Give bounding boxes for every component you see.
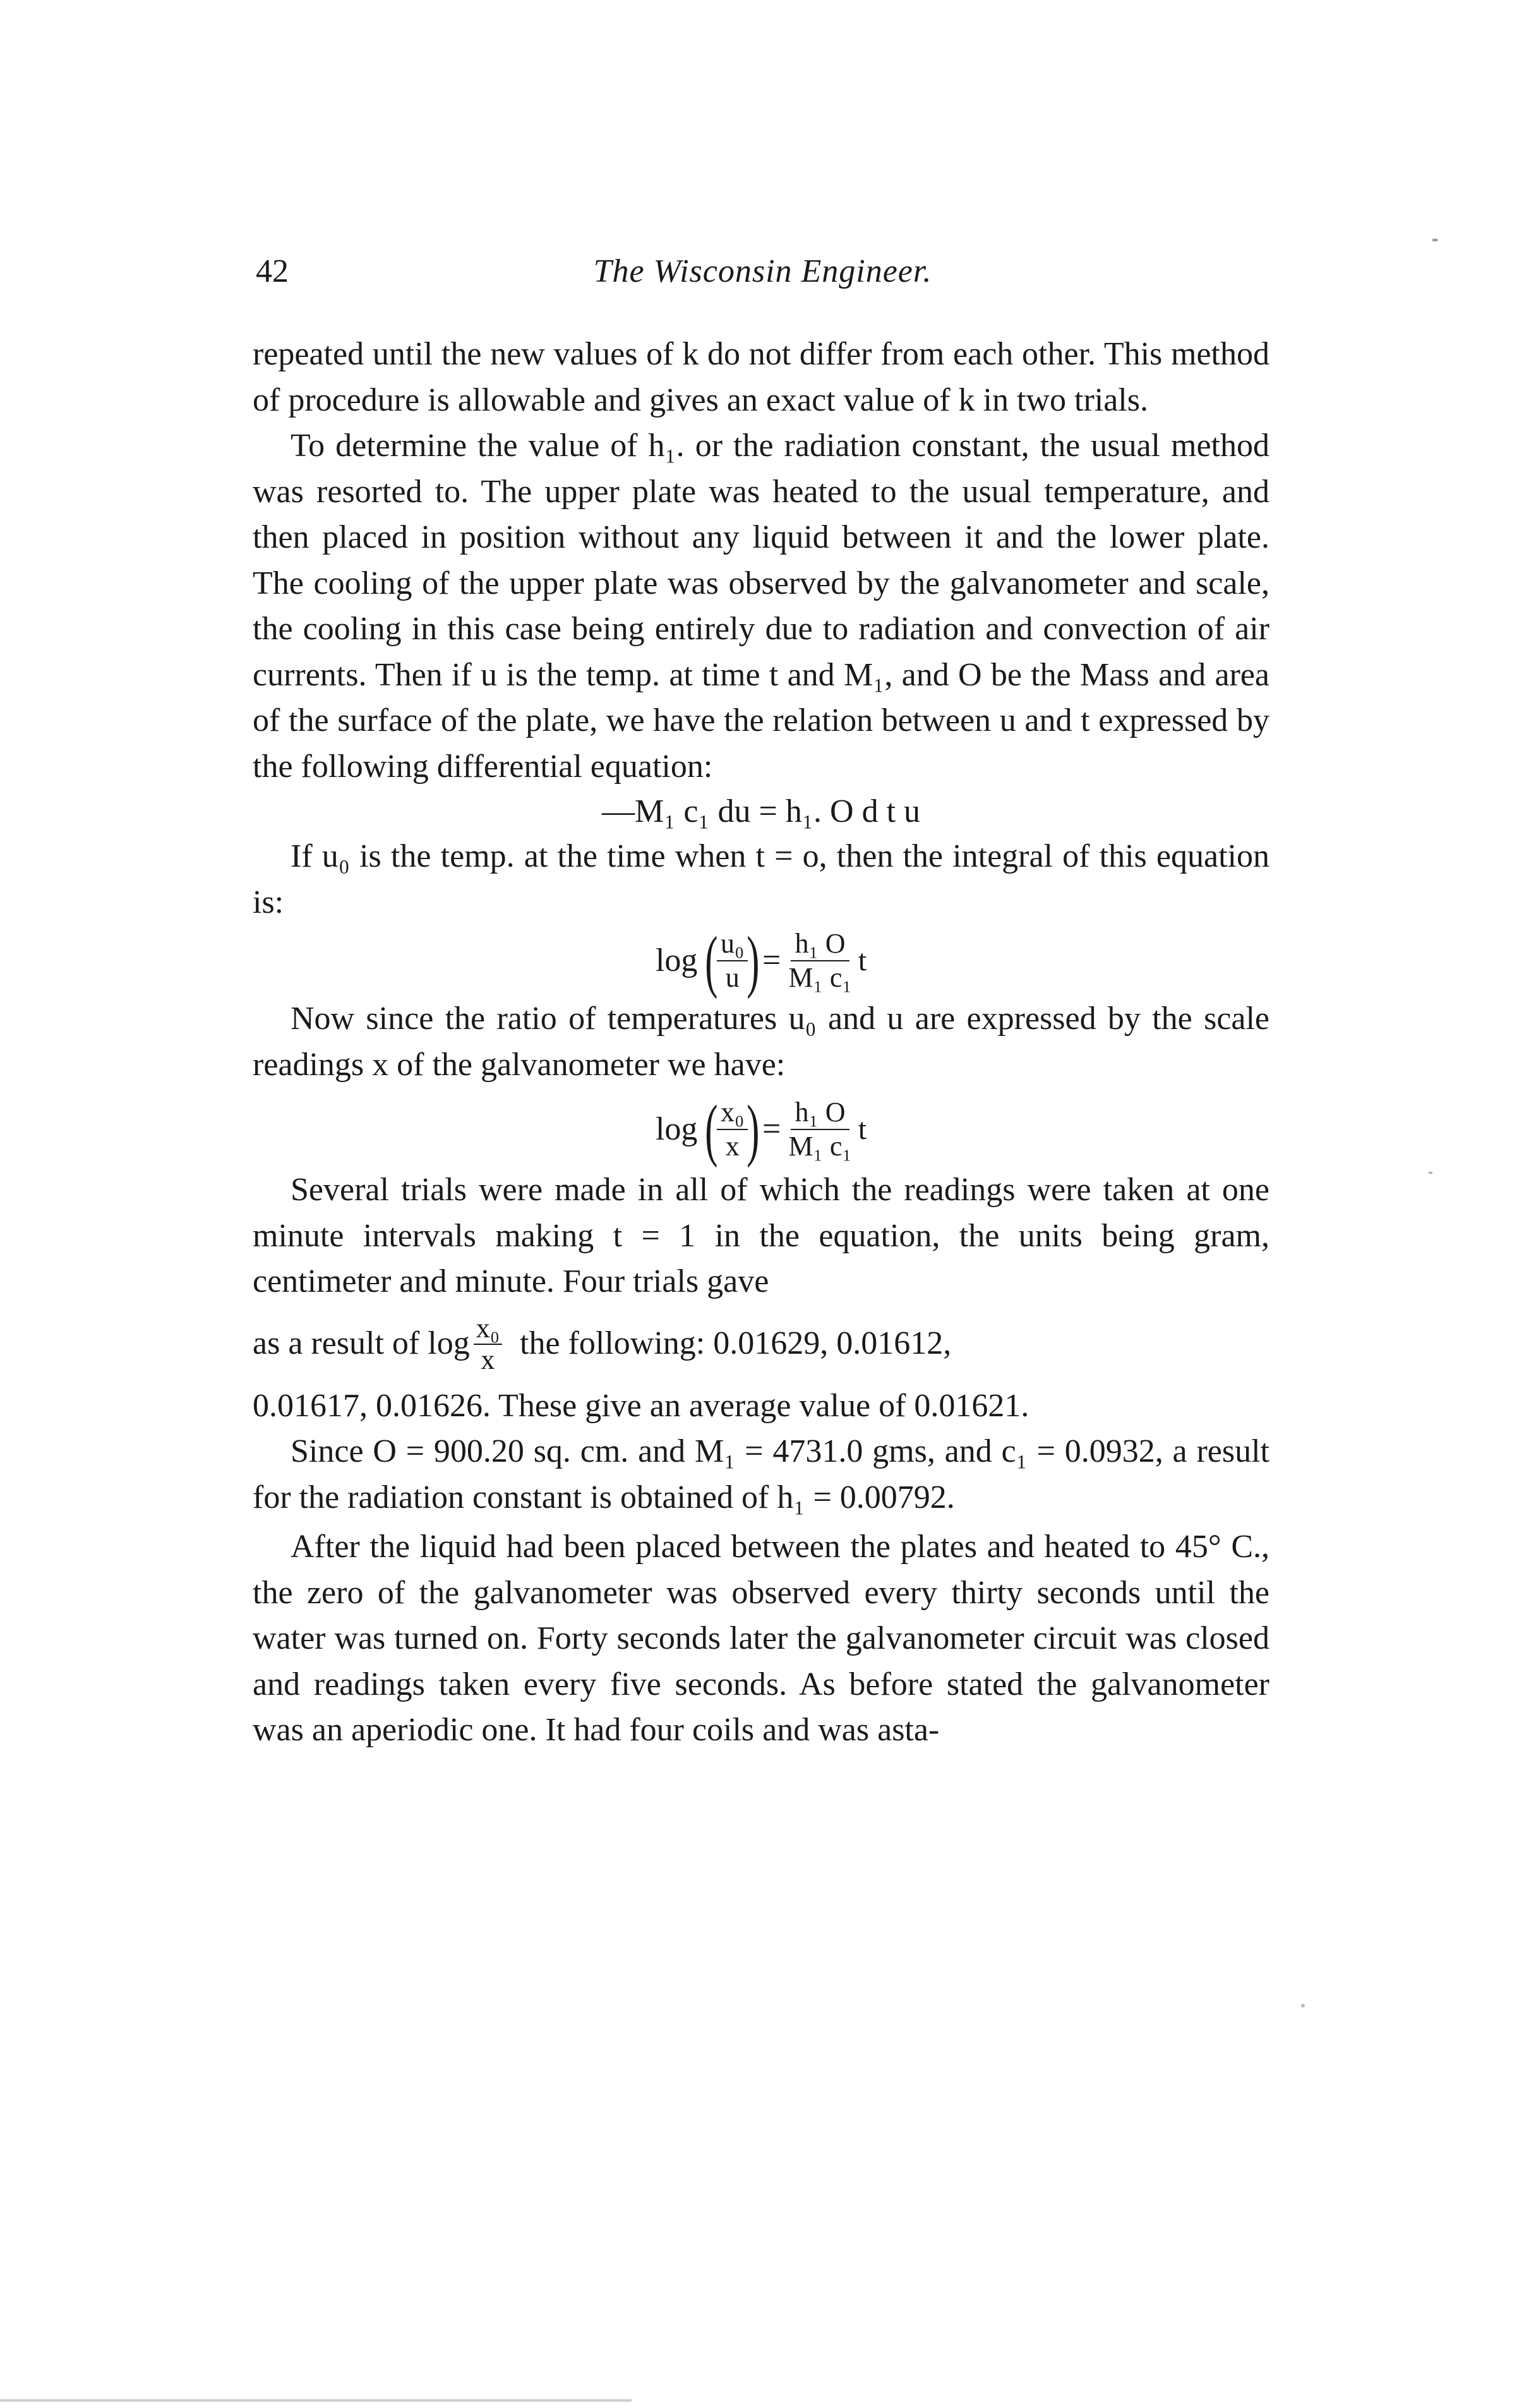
- paragraph-5: Several trials were made in all of which the readings were taken at one minute intervals making t = 1 in the equation, the units being gram, centimeter and minute. Four trials gave: [253, 1172, 1269, 1299]
- running-header: [256, 253, 1269, 297]
- scan-edge-line: [0, 2399, 632, 2402]
- rhs-fraction: [784, 1096, 855, 1163]
- paragraph-2: To determine the value of h₁. or the radiation constant, the usual method was resorted to. The upper plate was heated to the usual temperature, and then placed in position without any liquid between it and the lower plate. The cooling of the upper plate was observed by the galvanometer and scale, the cooling in this case being entirely due to radiation and convection of air currents. Then if u is the temp. at time t and M₁, and O be the Mass and area of the surface of the plate, we have the relation between u and t expressed by the following differential equation:: [253, 428, 1269, 785]
- lhs-numerator: u₀: [717, 927, 748, 961]
- ink-speck: [1432, 239, 1437, 241]
- left-paren: (: [705, 1091, 718, 1168]
- ink-speck: [1429, 1172, 1432, 1174]
- left-paren: (: [705, 922, 718, 999]
- t-variable: t: [858, 1112, 867, 1146]
- lhs-numerator: x₀: [717, 1096, 748, 1130]
- rhs-fraction: [784, 927, 855, 994]
- paragraph-3: If u₀ is the temp. at the time when t = o, then the integral of this equation is:: [253, 838, 1269, 920]
- rhs-numerator: h₁ O: [791, 1096, 849, 1130]
- ink-speck: [1301, 2004, 1305, 2008]
- lhs-denominator: u: [725, 962, 740, 993]
- paragraph-5-end: 0.01617, 0.01626. These give an average value of 0.01621.: [253, 1387, 1029, 1424]
- scale-equation: [253, 1091, 1269, 1168]
- rhs-numerator: h₁ O: [791, 927, 849, 961]
- inline-fraction: [474, 1313, 502, 1375]
- t-variable: t: [858, 943, 867, 977]
- log-label: log: [655, 1111, 698, 1147]
- paragraph-4: Now since the ratio of temperatures u₀ and u are expressed by the scale readings x of the galvanometer we have:: [253, 1001, 1269, 1083]
- inline-numerator: x₀: [474, 1313, 502, 1345]
- rhs-denominator: M₁ c₁: [788, 962, 852, 993]
- page-number: 42: [256, 253, 289, 289]
- lhs-fraction: [717, 927, 748, 994]
- rhs-denominator: M₁ c₁: [788, 1131, 852, 1162]
- integral-equation: [253, 922, 1269, 999]
- equals-sign: =: [762, 1111, 781, 1147]
- paragraph-7: After the liquid had been placed between the plates and heated to 45° C., the zero of the galvanometer was observed every thirty seconds until the water was turned on. Forty seconds later the galvanometer circuit was closed and readings taken every five seconds. As before stated the galvanometer was an aperiodic one. It had four coils and was asta-: [253, 1529, 1269, 1748]
- inline-denominator: x: [481, 1344, 495, 1375]
- log-prefix: as a result of log: [253, 1325, 470, 1362]
- inline-log-line: [253, 1305, 1269, 1383]
- journal-title: The Wisconsin Engineer.: [593, 253, 932, 289]
- log-label: log: [655, 942, 698, 978]
- lhs-denominator: x: [725, 1131, 740, 1162]
- lhs-fraction: [717, 1096, 748, 1163]
- right-paren: ): [747, 1091, 760, 1168]
- log-suffix: the following: 0.01629, 0.01612,: [520, 1325, 952, 1362]
- equals-sign: =: [762, 942, 781, 978]
- differential-equation: —M₁ c₁ du = h₁. O d t u: [601, 793, 921, 829]
- right-paren: ): [747, 922, 760, 999]
- paragraph-6: Since O = 900.20 sq. cm. and M₁ = 4731.0 gms, and c₁ = 0.0932, a result for the radiation constant is obtained of h₁ = 0.00792.: [253, 1433, 1269, 1515]
- paragraph-1: repeated until the new values of k do not differ from each other. This method of procedure is allowable and gives an exact value of k in two trials.: [253, 336, 1269, 418]
- body-text: [253, 332, 1269, 1754]
